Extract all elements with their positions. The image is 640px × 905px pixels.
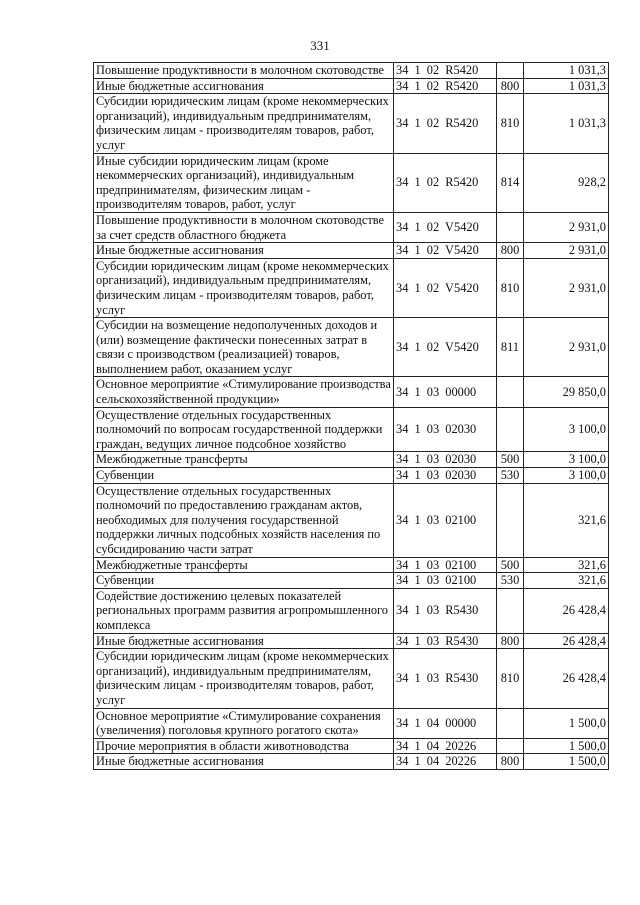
row-sum-cell: 2 931,0	[524, 243, 609, 259]
row-name-cell: Иные бюджетные ассигнования	[94, 243, 394, 259]
row-name-cell: Иные бюджетные ассигнования	[94, 78, 394, 94]
row-name-cell: Содействие достижению целевых показателей региональных программ развития агропромышленного комплекса	[94, 588, 394, 633]
row-code-cell: 34 1 03 R5430	[394, 649, 497, 708]
row-sum-cell: 1 031,3	[524, 94, 609, 153]
row-expense-type-cell: 800	[497, 78, 524, 94]
table-row	[94, 377, 609, 407]
row-sum-cell: 2 931,0	[524, 258, 609, 317]
row-expense-type-cell: 800	[497, 633, 524, 649]
row-code-cell: 34 1 04 00000	[394, 708, 497, 738]
row-code-cell: 34 1 03 02100	[394, 483, 497, 557]
row-code-cell: 34 1 02 R5420	[394, 153, 497, 212]
row-sum-cell: 321,6	[524, 483, 609, 557]
row-sum-cell: 26 428,4	[524, 649, 609, 708]
row-sum-cell: 1 031,3	[524, 78, 609, 94]
table-row	[94, 318, 609, 377]
row-code-cell: 34 1 02 R5420	[394, 78, 497, 94]
row-expense-type-cell	[497, 212, 524, 242]
row-code-cell: 34 1 03 00000	[394, 377, 497, 407]
row-code-cell: 34 1 02 R5420	[394, 94, 497, 153]
row-sum-cell: 26 428,4	[524, 588, 609, 633]
row-sum-cell: 2 931,0	[524, 212, 609, 242]
row-expense-type-cell: 811	[497, 318, 524, 377]
row-code-cell: 34 1 03 02030	[394, 407, 497, 452]
row-expense-type-cell	[497, 377, 524, 407]
row-expense-type-cell: 810	[497, 94, 524, 153]
row-code-cell: 34 1 02 V5420	[394, 243, 497, 259]
row-sum-cell: 1 500,0	[524, 754, 609, 770]
row-code-cell: 34 1 03 R5430	[394, 633, 497, 649]
table-row	[94, 557, 609, 573]
table-row	[94, 153, 609, 212]
row-name-cell: Основное мероприятие «Стимулирование производства сельскохозяйственной продукции»	[94, 377, 394, 407]
row-sum-cell: 3 100,0	[524, 452, 609, 468]
row-code-cell: 34 1 03 R5430	[394, 588, 497, 633]
row-expense-type-cell: 810	[497, 258, 524, 317]
row-name-cell: Повышение продуктивности в молочном скотоводстве за счет средств областного бюджета	[94, 212, 394, 242]
row-expense-type-cell: 814	[497, 153, 524, 212]
row-name-cell: Субсидии на возмещение недополученных доходов и (или) возмещение фактически понесенных затрат в связи с производством (реализацией) товаров, выполнением работ, оказанием услуг	[94, 318, 394, 377]
row-name-cell: Основное мероприятие «Стимулирование сохранения (увеличения) поголовья крупного рогатого скота»	[94, 708, 394, 738]
table-row	[94, 243, 609, 259]
table-row	[94, 212, 609, 242]
row-name-cell: Межбюджетные трансферты	[94, 557, 394, 573]
row-sum-cell: 928,2	[524, 153, 609, 212]
row-sum-cell: 29 850,0	[524, 377, 609, 407]
table-row	[94, 588, 609, 633]
table-row	[94, 452, 609, 468]
row-name-cell: Повышение продуктивности в молочном скотоводстве	[94, 63, 394, 79]
table-row	[94, 63, 609, 79]
row-sum-cell: 2 931,0	[524, 318, 609, 377]
table-row	[94, 258, 609, 317]
row-code-cell: 34 1 02 V5420	[394, 258, 497, 317]
row-code-cell: 34 1 03 02030	[394, 468, 497, 484]
row-expense-type-cell: 530	[497, 573, 524, 589]
table-row	[94, 633, 609, 649]
row-expense-type-cell: 810	[497, 649, 524, 708]
table-row	[94, 573, 609, 589]
page-number: 331	[310, 38, 330, 53]
row-expense-type-cell	[497, 708, 524, 738]
table-row	[94, 754, 609, 770]
row-sum-cell: 321,6	[524, 557, 609, 573]
row-expense-type-cell	[497, 407, 524, 452]
row-expense-type-cell	[497, 738, 524, 754]
row-expense-type-cell	[497, 588, 524, 633]
row-sum-cell: 1 031,3	[524, 63, 609, 79]
row-expense-type-cell	[497, 483, 524, 557]
row-expense-type-cell: 500	[497, 452, 524, 468]
row-expense-type-cell: 530	[497, 468, 524, 484]
row-code-cell: 34 1 02 V5420	[394, 212, 497, 242]
row-expense-type-cell: 800	[497, 754, 524, 770]
table-row	[94, 407, 609, 452]
row-sum-cell: 3 100,0	[524, 407, 609, 452]
table-row	[94, 738, 609, 754]
row-name-cell: Межбюджетные трансферты	[94, 452, 394, 468]
row-name-cell: Осуществление отдельных государственных полномочий по вопросам государственной поддержки граждан, ведущих личное подсобное хозяйство	[94, 407, 394, 452]
table-row	[94, 94, 609, 153]
budget-table-body	[94, 63, 609, 770]
row-code-cell: 34 1 04 20226	[394, 738, 497, 754]
row-code-cell: 34 1 02 V5420	[394, 318, 497, 377]
table-row	[94, 468, 609, 484]
row-name-cell: Субвенции	[94, 573, 394, 589]
row-name-cell: Осуществление отдельных государственных полномочий по предоставлению гражданам актов, необходимых для получения государственной поддержки личных подсобных хозяйств населения по субсидированию части затрат	[94, 483, 394, 557]
row-expense-type-cell	[497, 63, 524, 79]
row-sum-cell: 3 100,0	[524, 468, 609, 484]
row-expense-type-cell: 800	[497, 243, 524, 259]
row-name-cell: Субсидии юридическим лицам (кроме некоммерческих организаций), индивидуальным предпринимателям, физическим лицам - производителям товаров, работ, услуг	[94, 258, 394, 317]
budget-table	[93, 62, 609, 770]
row-name-cell: Субсидии юридическим лицам (кроме некоммерческих организаций), индивидуальным предпринимателям, физическим лицам - производителям товаров, работ, услуг	[94, 94, 394, 153]
row-code-cell: 34 1 03 02100	[394, 557, 497, 573]
row-sum-cell: 26 428,4	[524, 633, 609, 649]
row-name-cell: Субсидии юридическим лицам (кроме некоммерческих организаций), индивидуальным предпринимателям, физическим лицам - производителям товаров, работ, услуг	[94, 649, 394, 708]
row-code-cell: 34 1 02 R5420	[394, 63, 497, 79]
row-name-cell: Субвенции	[94, 468, 394, 484]
row-sum-cell: 1 500,0	[524, 708, 609, 738]
table-row	[94, 483, 609, 557]
row-name-cell: Иные бюджетные ассигнования	[94, 754, 394, 770]
table-row	[94, 78, 609, 94]
row-sum-cell: 321,6	[524, 573, 609, 589]
row-code-cell: 34 1 03 02030	[394, 452, 497, 468]
row-expense-type-cell: 500	[497, 557, 524, 573]
table-row	[94, 708, 609, 738]
row-code-cell: 34 1 04 20226	[394, 754, 497, 770]
row-code-cell: 34 1 03 02100	[394, 573, 497, 589]
table-row	[94, 649, 609, 708]
row-name-cell: Иные субсидии юридическим лицам (кроме некоммерческих организаций), индивидуальным предпринимателям, физическим лицам - производителям товаров, работ, услуг	[94, 153, 394, 212]
row-name-cell: Прочие мероприятия в области животноводства	[94, 738, 394, 754]
row-name-cell: Иные бюджетные ассигнования	[94, 633, 394, 649]
row-sum-cell: 1 500,0	[524, 738, 609, 754]
